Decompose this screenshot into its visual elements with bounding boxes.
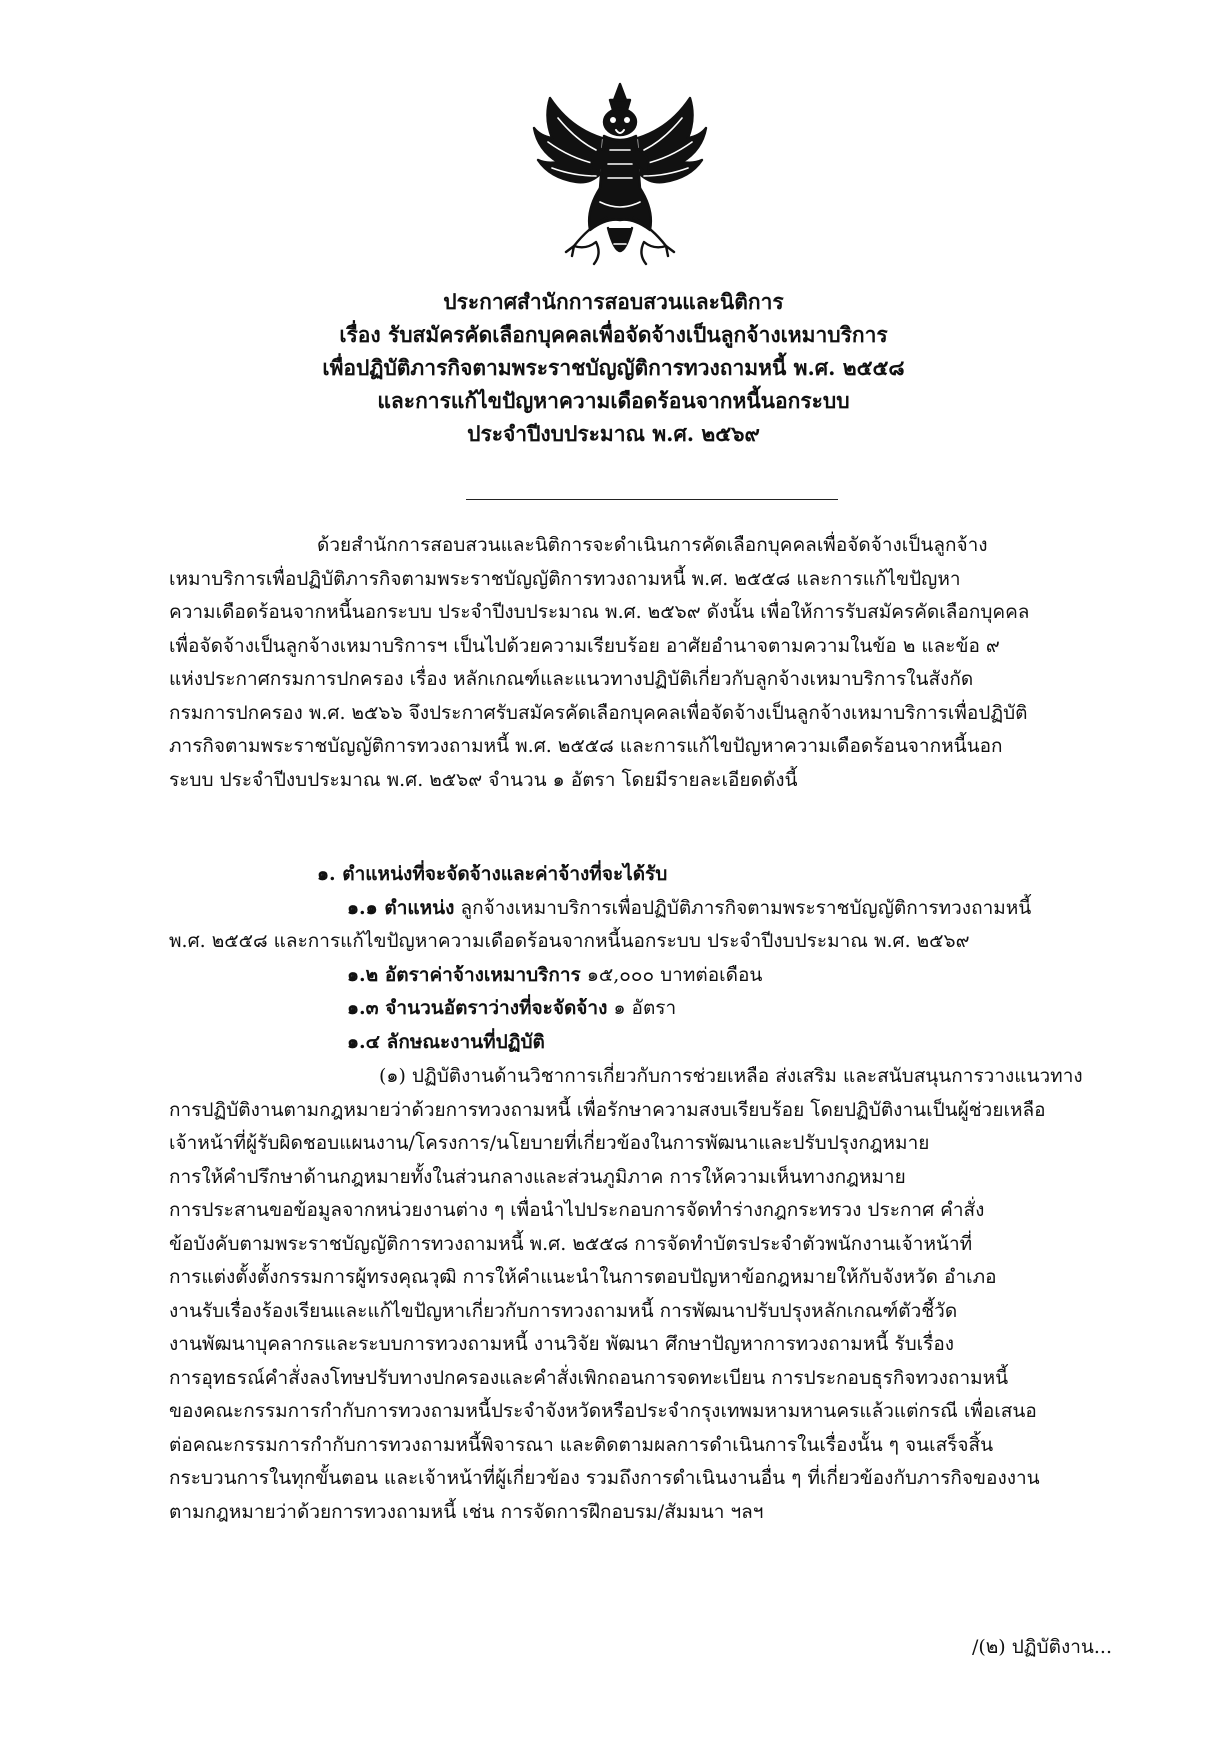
duties-paragraph [169,1060,1117,1529]
title-line: ประกาศสำนักการสอบสวนและนิติการ [443,289,784,314]
duty-line: กระบวนการในทุกขั้นตอน และเจ้าหน้าที่ผู้เกี่ยวข้อง รวมถึงการดำเนินงานอื่น ๆ ที่เกี่ยวข้องกับภารกิจของงาน [169,1467,1040,1489]
intro-line: เพื่อจัดจ้างเป็นลูกจ้างเหมาบริการฯ เป็นไปด้วยความเรียบร้อย อาศัยอำนาจตามความในข้อ ๒ และข้อ ๙ [169,634,1000,657]
title-line: และการแก้ไขปัญหาความเดือดร้อนจากหนี้นอกระบบ [377,388,850,413]
title-line: เพื่อปฏิบัติภารกิจตามพระราชบัญญัติการทวงถามหนี้ พ.ศ. ๒๕๕๘ [322,355,905,380]
duty-line: การอุทธรณ์คำสั่งลงโทษปรับทางปกครองและคำสั่งเพิกถอนการจดทะเบียน การประกอบธุรกิจทวงถามหนี้ [169,1366,1009,1389]
duty-line: เจ้าหน้าที่ผู้รับผิดชอบแผนงาน/โครงการ/นโยบายที่เกี่ยวข้องในการพัฒนาและปรับปรุงกฎหมาย [169,1132,930,1154]
duty-line: การให้คำปรึกษาด้านกฎหมายทั้งในส่วนกลางและส่วนภูมิภาค การให้ความเห็นทางกฎหมาย [169,1165,906,1188]
duty-line: ตามกฎหมายว่าด้วยการทวงถามหนี้ เช่น การจัดการฝึกอบรม/สัมมนา ฯลฯ [169,1500,764,1523]
item-1-3-text: ๑ อัตรา [613,997,677,1019]
garuda-emblem-icon [530,78,710,278]
announcement-title [170,285,1057,450]
title-line: ประจำปีงบประมาณ พ.ศ. ๒๕๖๙ [467,421,760,446]
duty-line: การประสานขอข้อมูลจากหน่วยงานต่าง ๆ เพื่อนำไปประกอบการจัดทำร่างกฎกระทรวง ประกาศ คำสั่ง [169,1199,985,1221]
intro-line: แห่งประกาศกรมการปกครอง เรื่อง หลักเกณฑ์และแนวทางปฏิบัติเกี่ยวกับลูกจ้างเหมาบริการในสังกัด [169,668,974,690]
title-line: เรื่อง รับสมัครคัดเลือกบุคคลเพื่อจัดจ้างเป็นลูกจ้างเหมาบริการ [339,322,888,347]
intro-line: กรมการปกครอง พ.ศ. ๒๕๖๖ จึงประกาศรับสมัครคัดเลือกบุคคลเพื่อจัดจ้างเป็นลูกจ้างเหมาบริการเพื่อปฏิบัติ [169,701,1028,724]
title-divider [466,499,838,500]
duty-line: งานรับเรื่องร้องเรียนและแก้ไขปัญหาเกี่ยวกับการทวงถามหนี้ การพัฒนาปรับปรุงหลักเกณฑ์ตัวชี้วัด [169,1299,958,1322]
item-1-4-label: ๑.๔ ลักษณะงานที่ปฏิบัติ [347,1030,545,1053]
section-1 [169,858,1117,1059]
item-1-2-label: ๑.๒ อัตราค่าจ้างเหมาบริการ [347,963,581,986]
duty-line: ต่อคณะกรรมการกำกับการทวงถามหนี้พิจารณา และติดตามผลการดำเนินการในเรื่องนั้น ๆ จนเสร็จสิ้น [169,1433,994,1456]
duty-line: การปฏิบัติงานตามกฎหมายว่าด้วยการทวงถามหนี้ เพื่อรักษาความสงบเรียบร้อย โดยปฏิบัติงานเป็นผู้ช่วยเหลือ [169,1098,1046,1121]
duty-line: (๑) ปฏิบัติงานด้านวิชาการเกี่ยวกับการช่วยเหลือ ส่งเสริม และสนับสนุนการวางแนวทาง [379,1065,1083,1087]
item-1-1-cont: พ.ศ. ๒๕๕๘ และการแก้ไขปัญหาความเดือดร้อนจากหนี้นอกระบบ ประจำปีงบประมาณ พ.ศ. ๒๕๖๙ [169,930,970,952]
duty-line: ข้อบังคับตามพระราชบัญญัติการทวงถามหนี้ พ.ศ. ๒๕๕๘ การจัดทำบัตรประจำตัวพนักงานเจ้าหน้าที่ [169,1232,973,1255]
item-1-1-text: ลูกจ้างเหมาบริการเพื่อปฏิบัติภารกิจตามพระราชบัญญัติการทวงถามหนี้ [460,896,1032,919]
section-1-heading: ๑. ตำแหน่งที่จะจัดจ้างและค่าจ้างที่จะได้รับ [317,863,668,885]
continuation-note: /(๒) ปฏิบัติงาน... [971,1636,1112,1658]
item-1-1-label: ๑.๑ ตำแหน่ง [347,896,455,919]
intro-paragraph [169,529,1117,797]
item-1-3-label: ๑.๓ จำนวนอัตราว่างที่จะจัดจ้าง [347,997,608,1019]
duty-line: งานพัฒนาบุคลากรและระบบการทวงถามหนี้ งานวิจัย พัฒนา ศึกษาปัญหาการทวงถามหนี้ รับเรื่อง [169,1333,955,1355]
intro-line: ด้วยสำนักการสอบสวนและนิติการจะดำเนินการคัดเลือกบุคคลเพื่อจัดจ้างเป็นลูกจ้าง [317,534,988,556]
duty-line: การแต่งตั้งตั้งกรรมการผู้ทรงคุณวุฒิ การให้คำแนะนำในการตอบปัญหาข้อกฎหมายให้กับจังหวัด อำเภอ [169,1266,997,1288]
duty-line: ของคณะกรรมการกำกับการทวงถามหนี้ประจำจังหวัดหรือประจำกรุงเทพมหามหานครแล้วแต่กรณี เพื่อเสนอ [169,1400,1037,1422]
intro-line: เหมาบริการเพื่อปฏิบัติภารกิจตามพระราชบัญญัติการทวงถามหนี้ พ.ศ. ๒๕๕๘ และการแก้ไขปัญหา [169,567,961,590]
intro-line: ระบบ ประจำปีงบประมาณ พ.ศ. ๒๕๖๙ จำนวน ๑ อัตรา โดยมีรายละเอียดดังนี้ [169,768,798,791]
item-1-2-text: ๑๕,๐๐๐ บาทต่อเดือน [586,963,763,986]
intro-line: ภารกิจตามพระราชบัญญัติการทวงถามหนี้ พ.ศ. ๒๕๕๘ และการแก้ไขปัญหาความเดือดร้อนจากหนี้นอก [169,735,1003,757]
intro-line: ความเดือดร้อนจากหนี้นอกระบบ ประจำปีงบประมาณ พ.ศ. ๒๕๖๙ ดังนั้น เพื่อให้การรับสมัครคัดเลือกบุคคล [169,601,1030,623]
